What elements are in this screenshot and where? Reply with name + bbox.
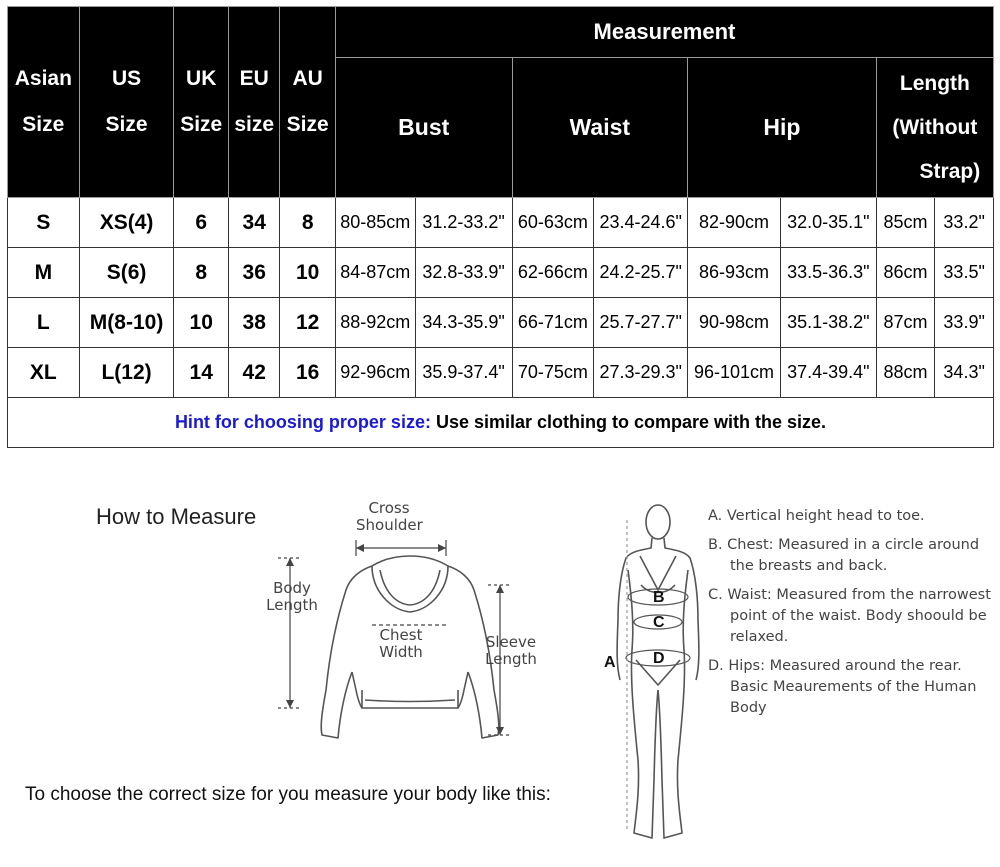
hip-cm-cell: 82-90cm	[688, 198, 781, 248]
figure-letter-c: C	[653, 614, 665, 631]
asian-size-cell: M	[8, 248, 80, 298]
header-au-size: AU Size	[280, 7, 336, 198]
hip-cm-cell: 90-98cm	[688, 298, 781, 348]
eu-size-cell: 36	[228, 248, 279, 298]
body-length-label: Body Length	[266, 579, 318, 614]
length-in-cell: 34.3"	[935, 348, 994, 398]
au-size-cell: 8	[280, 198, 336, 248]
eu-size-cell: 42	[228, 348, 279, 398]
header-measurement: Measurement	[335, 7, 993, 58]
bust-cm-cell: 80-85cm	[335, 198, 415, 248]
bust-in-cell: 34.3-35.9"	[415, 298, 512, 348]
sleeve-length-label: Sleeve Length	[485, 633, 537, 668]
note-chest: B. Chest: Measured in a circle around the breasts and back.	[708, 537, 980, 574]
us-size-cell: S(6)	[79, 248, 174, 298]
eu-size-cell: 38	[228, 298, 279, 348]
length-cm-cell: 87cm	[876, 298, 935, 348]
body-measure-bands	[626, 520, 690, 830]
bust-in-cell: 35.9-37.4"	[415, 348, 512, 398]
length-in-cell: 33.9"	[935, 298, 994, 348]
bust-cm-cell: 84-87cm	[335, 248, 415, 298]
bust-in-cell: 32.8-33.9"	[415, 248, 512, 298]
header-bust: Bust	[335, 58, 512, 198]
uk-size-cell: 6	[174, 198, 228, 248]
asian-size-cell: XL	[8, 348, 80, 398]
length-cm-cell: 85cm	[876, 198, 935, 248]
waist-in-cell: 23.4-24.6"	[594, 198, 688, 248]
figure-letter-b: B	[653, 589, 665, 606]
header-asian-size: Asian Size	[8, 7, 80, 198]
hip-in-cell: 32.0-35.1"	[780, 198, 876, 248]
waist-cm-cell: 66-71cm	[512, 298, 594, 348]
header-length: Length (Without Strap)	[876, 58, 993, 198]
hip-cm-cell: 86-93cm	[688, 248, 781, 298]
hip-cm-cell: 96-101cm	[688, 348, 781, 398]
note-waist: C. Waist: Measured from the narrowest point of the waist. Body shoould be relaxed.	[708, 587, 991, 645]
au-size-cell: 10	[280, 248, 336, 298]
waist-in-cell: 27.3-29.3"	[594, 348, 688, 398]
eu-size-cell: 34	[228, 198, 279, 248]
header-us-size: US Size	[79, 7, 174, 198]
body-figure	[617, 505, 699, 838]
waist-cm-cell: 70-75cm	[512, 348, 594, 398]
length-in-cell: 33.5"	[935, 248, 994, 298]
uk-size-cell: 8	[174, 248, 228, 298]
figure-letter-d: D	[653, 650, 665, 667]
measurement-notes	[708, 506, 998, 727]
hip-in-cell: 35.1-38.2"	[780, 298, 876, 348]
hip-in-cell: 33.5-36.3"	[780, 248, 876, 298]
note-height: A. Vertical height head to toe.	[708, 508, 925, 524]
waist-cm-cell: 60-63cm	[512, 198, 594, 248]
waist-cm-cell: 62-66cm	[512, 248, 594, 298]
asian-size-cell: L	[8, 298, 80, 348]
us-size-cell: M(8-10)	[79, 298, 174, 348]
asian-size-cell: S	[8, 198, 80, 248]
bust-in-cell: 31.2-33.2"	[415, 198, 512, 248]
us-size-cell: L(12)	[79, 348, 174, 398]
waist-in-cell: 25.7-27.7"	[594, 298, 688, 348]
length-cm-cell: 86cm	[876, 248, 935, 298]
hip-in-cell: 37.4-39.4"	[780, 348, 876, 398]
au-size-cell: 16	[280, 348, 336, 398]
us-size-cell: XS(4)	[79, 198, 174, 248]
header-eu-size: EU size	[228, 7, 279, 198]
au-size-cell: 12	[280, 298, 336, 348]
how-to-measure-title: How to Measure	[96, 504, 257, 529]
length-in-cell: 33.2"	[935, 198, 994, 248]
header-uk-size: UK Size	[174, 7, 228, 198]
instruction-text: To choose the correct size for you measure your body like this:	[25, 784, 551, 805]
uk-size-cell: 10	[174, 298, 228, 348]
hint-label: Hint for choosing proper size:	[174, 412, 431, 432]
figure-letter-a: A	[604, 654, 616, 671]
length-cm-cell: 88cm	[876, 348, 935, 398]
note-hips: D. Hips: Measured around the rear. Basic Meaurements of the Human Body	[708, 658, 977, 716]
uk-size-cell: 14	[174, 348, 228, 398]
header-hip: Hip	[688, 58, 877, 198]
hint-text: Use similar clothing to compare with the size.	[430, 412, 827, 432]
bust-cm-cell: 88-92cm	[335, 298, 415, 348]
chest-width-label: Chest Width	[379, 626, 423, 661]
header-waist: Waist	[512, 58, 688, 198]
bust-cm-cell: 92-96cm	[335, 348, 415, 398]
cross-shoulder-label: Cross Shoulder	[356, 499, 423, 534]
waist-in-cell: 24.2-25.7"	[594, 248, 688, 298]
